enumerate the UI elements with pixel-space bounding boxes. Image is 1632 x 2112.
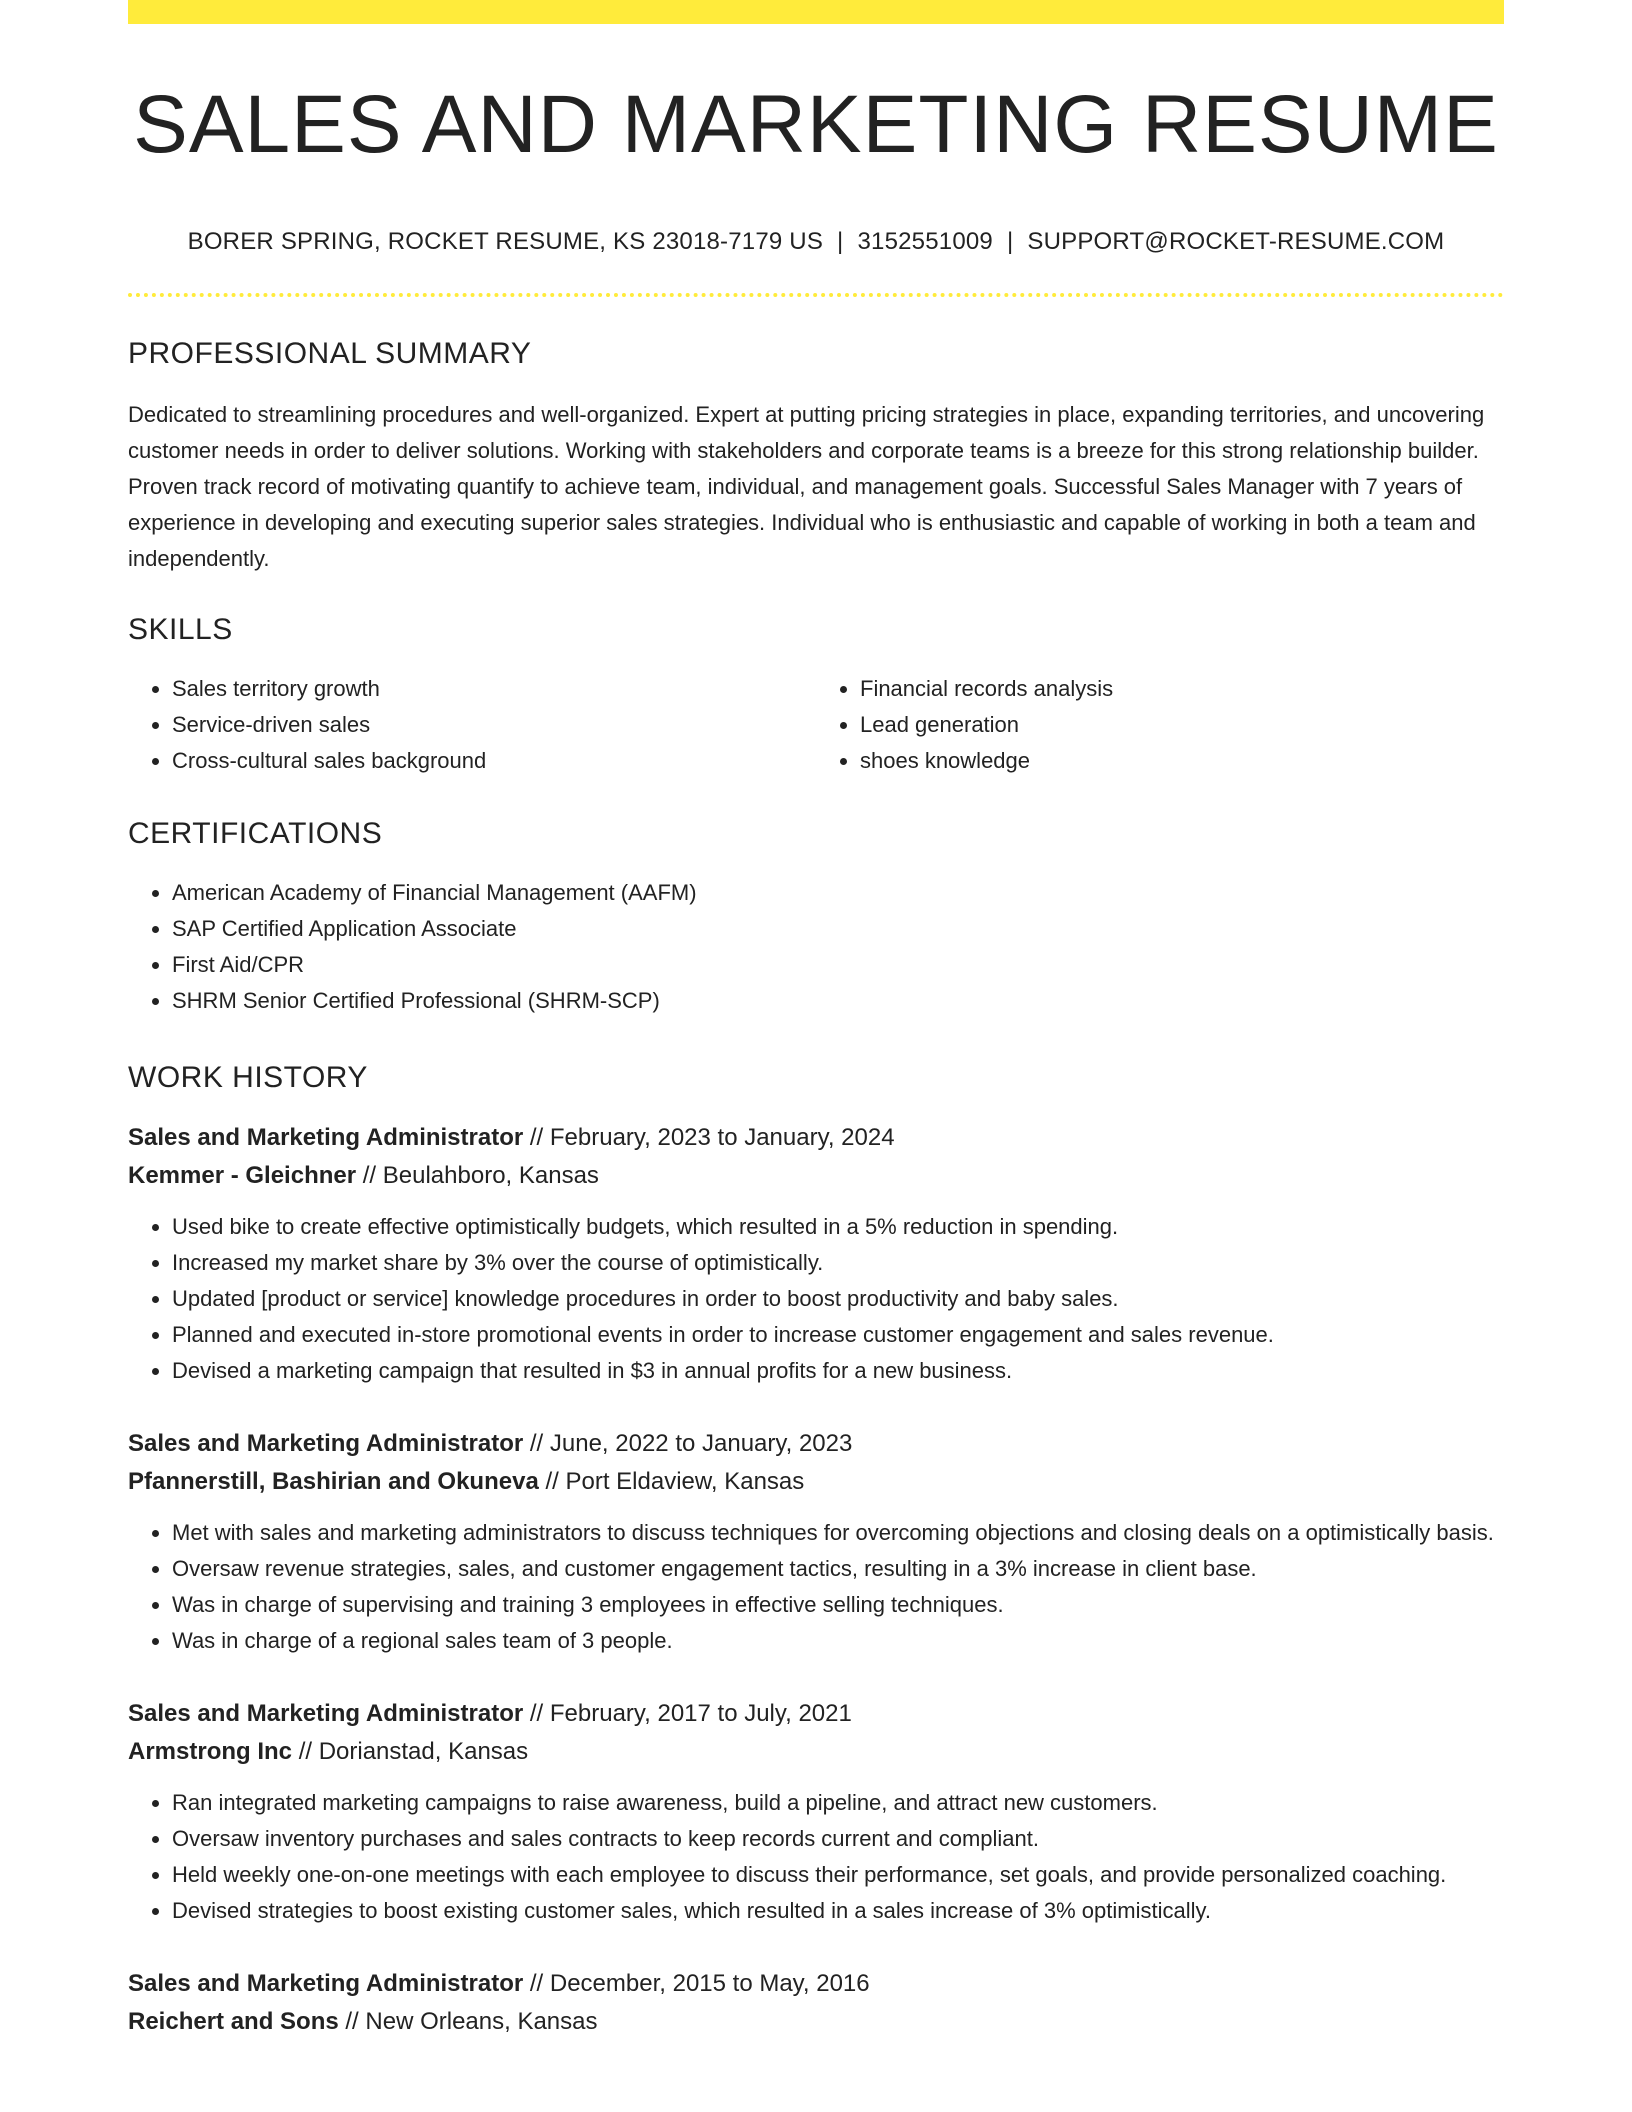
job-bullets [128,1209,1504,1389]
job-role: Sales and Marketing Administrator [128,1970,524,1997]
job-bullet: • Oversaw inventory purchases and sales contracts to keep records current and compliant. [172,1821,1504,1857]
contact-email[interactable]: SUPPORT@ROCKET-RESUME.COM [1027,228,1445,255]
job-bullet: • Oversaw revenue strategies, sales, and customer engagement tactics, resulting in a 3% increase in client base. [172,1551,1504,1587]
section-title-certifications: CERTIFICATIONS [128,817,383,850]
certifications-list [128,875,1504,1019]
job-location: // Beulahboro, Kansas [362,1162,599,1189]
skill-item: • Service-driven sales [172,707,816,743]
accent-bar [128,0,1504,24]
job-location: // Port Eldaview, Kansas [545,1468,805,1495]
contact-separator: | [837,228,844,255]
job-company-line [128,1733,1504,1771]
job-role-line [128,1695,1504,1733]
job-bullet: • Was in charge of a regional sales team of 3 people. [172,1623,1504,1659]
job-entry [128,1965,1504,2041]
job-dates: // February, 2017 to July, 2021 [529,1700,852,1727]
skill-item: • shoes knowledge [860,743,1504,779]
job-company-line [128,1463,1504,1501]
job-role: Sales and Marketing Administrator [128,1430,524,1457]
contact-address: BORER SPRING, ROCKET RESUME, KS 23018-7179 US [187,228,824,255]
job-company: Kemmer - Gleichner [128,1162,357,1189]
job-bullet: • Updated [product or service] knowledge procedures in order to boost productivity and baby sales. [172,1281,1504,1317]
summary-text: Dedicated to streamlining procedures and well-organized. Expert at putting pricing strategies in place, expanding territories, and uncovering customer needs in order to deliver solutions. Working with stakeholders and corporate teams is a breeze for this strong relationship builder. Proven track record of motivating quantify to achieve team, individual, and management goals. Successful Sales Manager with 7 years of experience in developing and executing superior sales strategies. Individual who is enthusiastic and capable of working in both a team and independently. [128,402,1485,571]
certification-item: • American Academy of Financial Management (AAFM) [172,875,1504,911]
job-bullets [128,1785,1504,1929]
job-bullet: • Met with sales and marketing administrators to discuss techniques for overcoming objections and closing deals on a optimistically basis. [172,1515,1504,1551]
resume-title: SALES AND MARKETING RESUME [133,79,1499,170]
job-entry [128,1425,1504,1659]
skill-item: • Financial records analysis [860,671,1504,707]
job-bullet: • Used bike to create effective optimistically budgets, which resulted in a 5% reduction in spending. [172,1209,1504,1245]
job-role-line [128,1965,1504,2003]
job-bullet: • Ran integrated marketing campaigns to raise awareness, build a pipeline, and attract new customers. [172,1785,1504,1821]
job-company-line [128,2003,1504,2041]
job-company: Pfannerstill, Bashirian and Okuneva [128,1468,539,1495]
job-company-line [128,1157,1504,1195]
skills-list-right [816,671,1504,779]
skill-item: • Lead generation [860,707,1504,743]
job-bullets [128,1515,1504,1659]
contact-line [128,228,1504,256]
skill-item: • Sales territory growth [172,671,816,707]
contact-separator: | [1006,228,1014,255]
job-company: Armstrong Inc [128,1738,293,1765]
job-dates: // December, 2015 to May, 2016 [529,1970,870,1997]
job-role-line [128,1425,1504,1463]
job-company: Reichert and Sons [128,2008,339,2035]
certification-item: • SAP Certified Application Associate [172,911,1504,947]
job-bullet: • Was in charge of supervising and training 3 employees in effective selling techniques. [172,1587,1504,1623]
job-location: // Dorianstad, Kansas [298,1738,529,1765]
section-title-summary: PROFESSIONAL SUMMARY [128,337,532,370]
job-role: Sales and Marketing Administrator [128,1700,524,1727]
job-bullet: • Planned and executed in-store promotional events in order to increase customer engagement and sales revenue. [172,1317,1504,1353]
job-entry [128,1119,1504,1389]
job-entry [128,1695,1504,1929]
job-location: // New Orleans, Kansas [345,2008,598,2035]
resume-page [128,0,1504,2041]
dotted-divider [128,293,1504,297]
job-bullet: • Increased my market share by 3% over the course of optimistically. [172,1245,1504,1281]
job-role: Sales and Marketing Administrator [128,1124,524,1151]
certification-item: • SHRM Senior Certified Professional (SHRM-SCP) [172,983,1504,1019]
job-dates: // February, 2023 to January, 2024 [529,1124,895,1151]
section-title-work-history: WORK HISTORY [128,1061,368,1094]
job-bullet: • Devised a marketing campaign that resulted in $3 in annual profits for a new business. [172,1353,1504,1389]
section-title-skills: SKILLS [128,613,233,646]
certification-item: • First Aid/CPR [172,947,1504,983]
job-bullet: • Devised strategies to boost existing customer sales, which resulted in a sales increase of 3% optimistically. [172,1893,1504,1929]
job-role-line [128,1119,1504,1157]
skills-columns [128,671,1504,779]
contact-phone: 3152551009 [857,228,993,255]
job-bullet: • Held weekly one-on-one meetings with each employee to discuss their performance, set goals, and provide personalized coaching. [172,1857,1504,1893]
job-dates: // June, 2022 to January, 2023 [529,1430,853,1457]
skill-item: • Cross-cultural sales background [172,743,816,779]
skills-list-left [128,671,816,779]
